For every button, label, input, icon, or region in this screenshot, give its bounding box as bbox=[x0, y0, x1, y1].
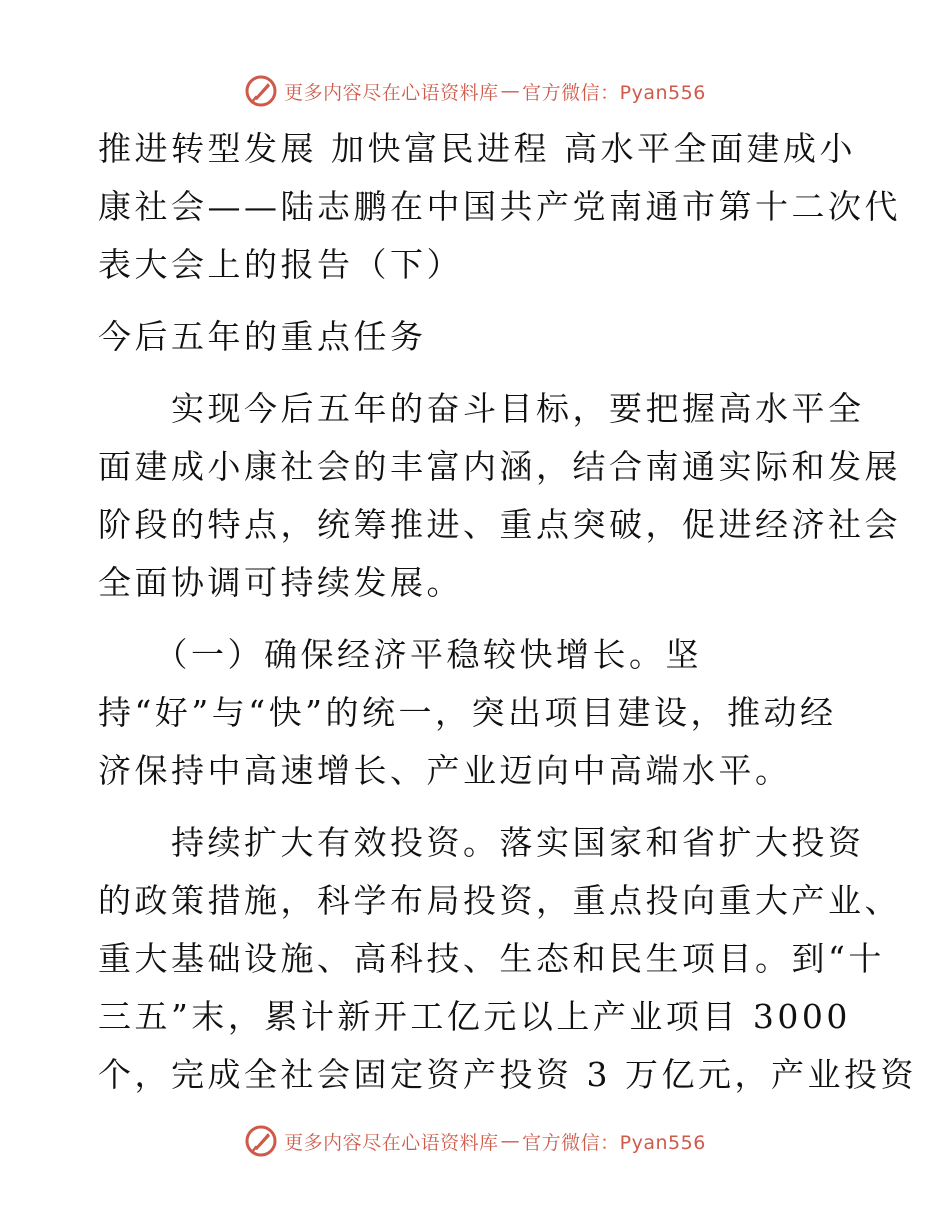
watermark-wechat-text: 官方微信：Pyan556 bbox=[522, 81, 706, 104]
watermark-site-text: 更多内容尽在心语资料库 bbox=[284, 1131, 499, 1154]
paragraph-line: 个，完成全社会固定资产投资 3 万亿元，产业投资 bbox=[98, 1055, 917, 1094]
paragraph bbox=[98, 626, 858, 800]
watermark-dash: — bbox=[500, 80, 521, 102]
header-watermark bbox=[0, 74, 950, 108]
paragraph-line: 面建成小康社会的丰富内涵，结合南通实际和发展 bbox=[98, 447, 901, 486]
paragraph-line: 的政策措施，科学布局投资，重点投向重大产业、 bbox=[98, 881, 901, 920]
feather-logo-icon bbox=[244, 74, 278, 108]
footer-watermark bbox=[0, 1124, 950, 1158]
paragraph-line: 三五”末，累计新开工亿元以上产业项目 3000 bbox=[98, 997, 851, 1036]
watermark-dash: — bbox=[500, 1130, 521, 1152]
paragraph bbox=[98, 814, 917, 1104]
paragraph-line: 全面协调可持续发展。 bbox=[98, 563, 463, 602]
feather-logo-icon bbox=[244, 1124, 278, 1158]
paragraph bbox=[98, 380, 901, 612]
watermark-site-text: 更多内容尽在心语资料库 bbox=[284, 81, 499, 104]
paragraph-line: 实现今后五年的奋斗目标，要把握高水平全 bbox=[98, 389, 865, 428]
document-title bbox=[98, 120, 901, 294]
title-line: 康社会——陆志鹏在中国共产党南通市第十二次代 bbox=[98, 187, 901, 226]
document-body bbox=[98, 120, 917, 1104]
section-heading: 今后五年的重点任务 bbox=[98, 317, 427, 356]
paragraph-line: 重大基础设施、高科技、生态和民生项目。到“十 bbox=[98, 939, 885, 978]
paragraph-line: 阶段的特点，统筹推进、重点突破，促进经济社会 bbox=[98, 505, 901, 544]
watermark-wechat-text: 官方微信：Pyan556 bbox=[522, 1131, 706, 1154]
title-line: 推进转型发展 加快富民进程 高水平全面建成小 bbox=[98, 129, 856, 168]
title-line: 表大会上的报告（下） bbox=[98, 245, 463, 284]
paragraph-line: 持续扩大有效投资。落实国家和省扩大投资 bbox=[98, 823, 865, 862]
paragraph-line: 济保持中高速增长、产业迈向中高端水平。 bbox=[98, 751, 792, 790]
paragraph-line: （一）确保经济平稳较快增长。坚 bbox=[98, 635, 702, 674]
paragraph-line: 持“好”与“快”的统一，突出项目建设，推动经 bbox=[98, 693, 837, 732]
